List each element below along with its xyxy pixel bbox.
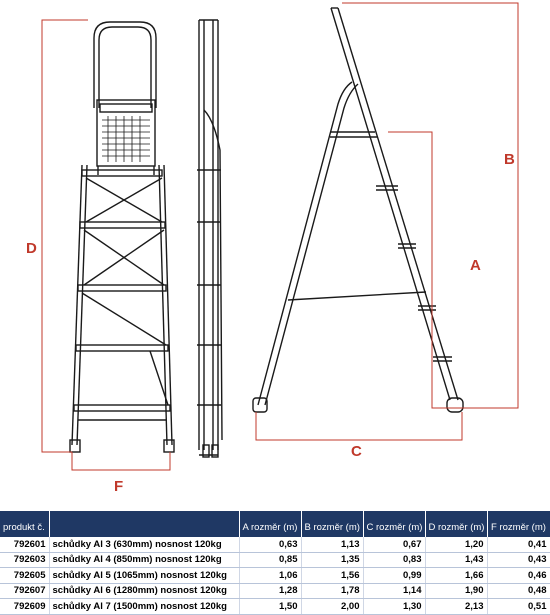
dimension-d-line [42, 20, 88, 452]
dimension-a-line [388, 132, 462, 408]
dimension-d-label: D [26, 240, 37, 257]
cell-c: 0,67 [363, 537, 425, 552]
cell-d: 1,43 [425, 552, 487, 568]
cell-f: 0,43 [487, 552, 550, 568]
cell-a: 1,50 [239, 599, 301, 615]
cell-d: 1,90 [425, 583, 487, 599]
cell-c: 1,30 [363, 599, 425, 615]
cell-d: 2,13 [425, 599, 487, 615]
table-row [0, 552, 550, 568]
dimension-b-line [342, 3, 518, 408]
dimensions-table [0, 511, 550, 615]
cell-a: 0,85 [239, 552, 301, 568]
cell-b: 1,13 [301, 537, 363, 552]
cell-description: schůdky Al 6 (1280mm) nosnost 120kg [49, 583, 239, 599]
table-row [0, 583, 550, 599]
side-profile-view [197, 20, 222, 457]
table-row [0, 568, 550, 584]
cell-product-number: 792603 [0, 552, 49, 568]
cell-product-number: 792605 [0, 568, 49, 584]
dimension-c-line [256, 412, 462, 440]
front-view [70, 22, 174, 452]
cell-b: 1,78 [301, 583, 363, 599]
cell-description: schůdky Al 7 (1500mm) nosnost 120kg [49, 599, 239, 615]
header-f-dimension: F rozměr (m) [487, 511, 550, 537]
cell-product-number: 792609 [0, 599, 49, 615]
cell-description: schůdky Al 5 (1065mm) nosnost 120kg [49, 568, 239, 584]
dimension-f-label: F [114, 478, 124, 495]
cell-a: 0,63 [239, 537, 301, 552]
header-b-dimension: B rozměr (m) [301, 511, 363, 537]
dimension-lines [42, 3, 518, 470]
header-description [49, 511, 239, 537]
cell-b: 2,00 [301, 599, 363, 615]
dimension-a-label: A [470, 257, 481, 274]
cell-description: schůdky Al 3 (630mm) nosnost 120kg [49, 537, 239, 552]
cell-f: 0,48 [487, 583, 550, 599]
table-header-row [0, 511, 550, 537]
cell-d: 1,66 [425, 568, 487, 584]
dimension-c-label: C [351, 443, 362, 460]
cell-a: 1,28 [239, 583, 301, 599]
dimension-f-line [72, 452, 170, 470]
cell-a: 1,06 [239, 568, 301, 584]
cell-f: 0,51 [487, 599, 550, 615]
cell-f: 0,46 [487, 568, 550, 584]
header-product-number: produkt č. [0, 511, 49, 537]
table-row [0, 537, 550, 552]
cell-product-number: 792607 [0, 583, 49, 599]
header-d-dimension: D rozměr (m) [425, 511, 487, 537]
cell-b: 1,35 [301, 552, 363, 568]
cell-description: schůdky Al 4 (850mm) nosnost 120kg [49, 552, 239, 568]
cell-c: 0,83 [363, 552, 425, 568]
cell-d: 1,20 [425, 537, 487, 552]
dimension-b-label: B [504, 151, 515, 168]
cell-c: 0,99 [363, 568, 425, 584]
cell-product-number: 792601 [0, 537, 49, 552]
cell-b: 1,56 [301, 568, 363, 584]
header-c-dimension: C rozměr (m) [363, 511, 425, 537]
header-a-dimension: A rozměr (m) [239, 511, 301, 537]
cell-c: 1,14 [363, 583, 425, 599]
cell-f: 0,41 [487, 537, 550, 552]
